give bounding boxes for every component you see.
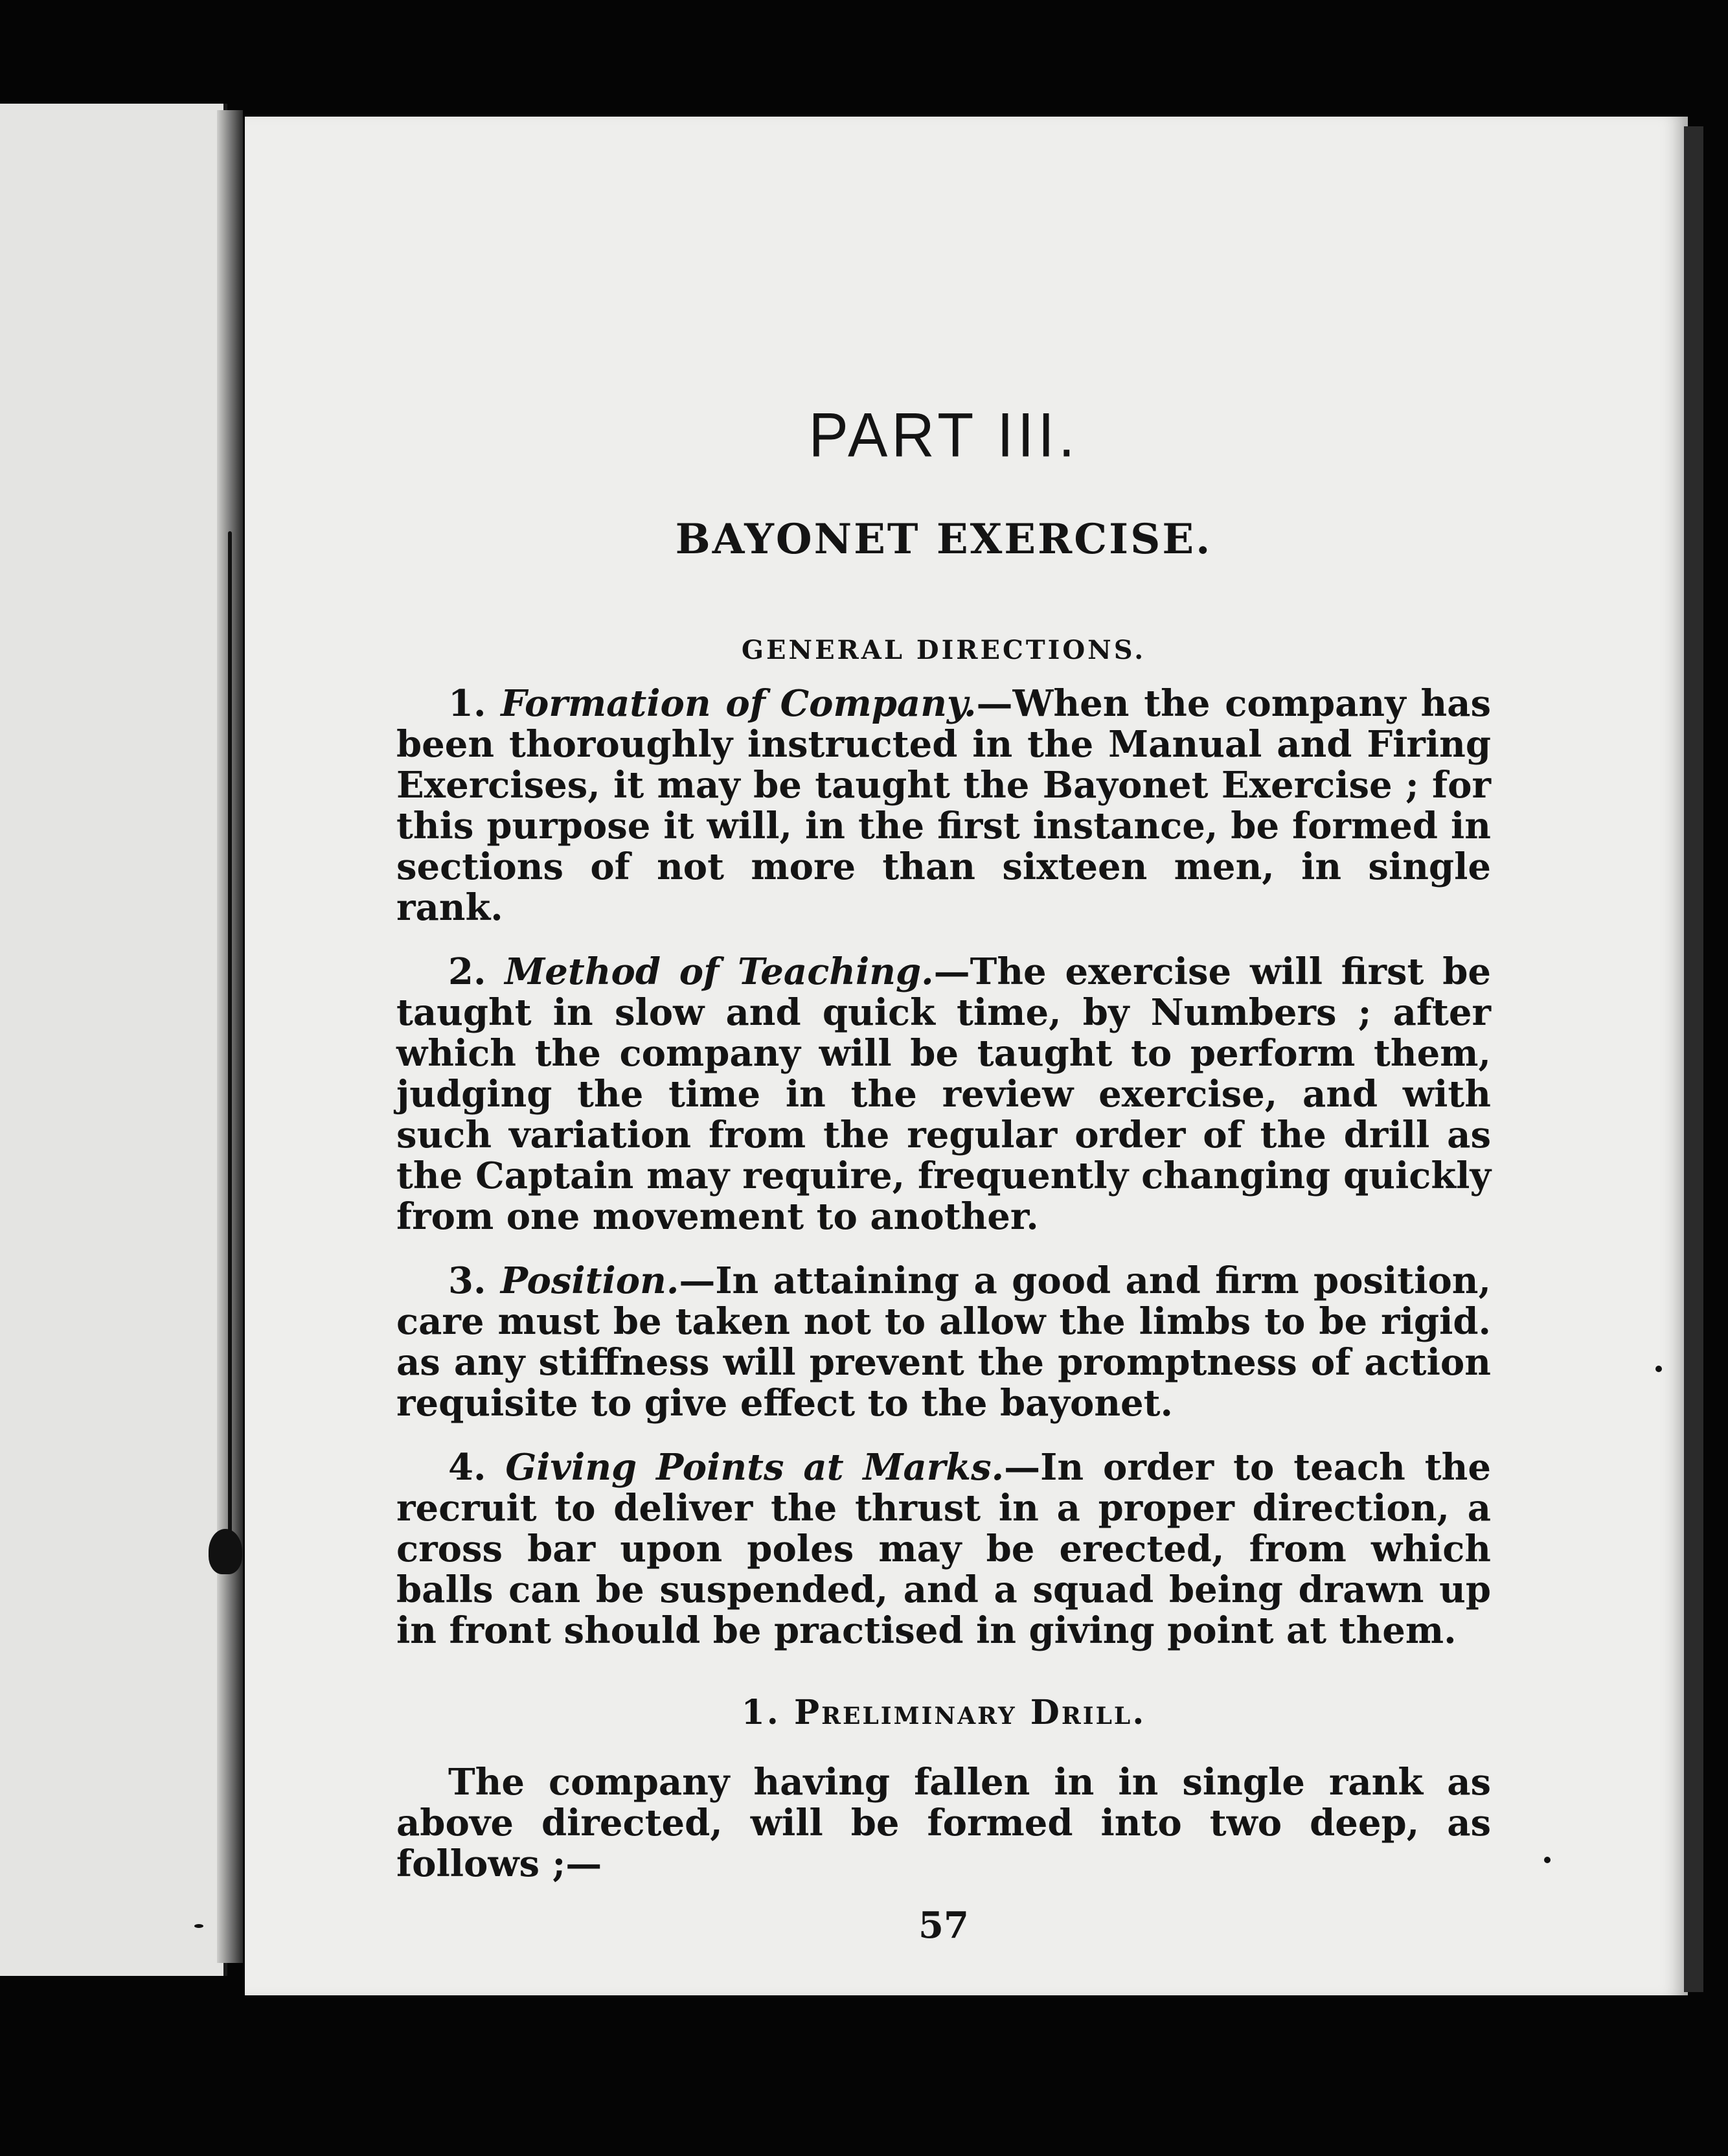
- binding-knot: [209, 1529, 242, 1574]
- print-speck: [194, 1924, 203, 1928]
- part-title: PART III.: [808, 400, 1079, 470]
- drill-paragraph: The company having fallen in in single rank as above directed, will be formed into two deep, as follows ;—: [396, 1761, 1491, 1885]
- print-speck: [1655, 1366, 1662, 1372]
- paragraph-number: 2.: [448, 950, 486, 993]
- paragraph-giving-points-at-marks: [396, 1447, 1491, 1651]
- page-number: 57: [918, 1904, 969, 1947]
- paragraph-heading: Method of Teaching.: [505, 950, 934, 993]
- binding-thread: [228, 531, 232, 1568]
- page-content: [396, 402, 1491, 1947]
- paragraph-number: 3.: [448, 1259, 486, 1302]
- paragraph-text: —In attaining a good and firm position, care must be taken not to allow the limbs to be rigid. as any stiffness will prevent the promptness of action requisite to give effect to the bayonet.: [396, 1259, 1492, 1425]
- paragraph-heading: Giving Points at Marks.: [505, 1446, 1005, 1489]
- facing-page-edge: [0, 104, 227, 1976]
- print-speck: [1544, 1857, 1551, 1863]
- page-edge-shadow: [1684, 126, 1703, 1992]
- section-title: BAYONET EXERCISE.: [675, 515, 1212, 564]
- paragraph-formation-of-company: [396, 683, 1491, 928]
- paragraph-position: [396, 1261, 1491, 1424]
- subsection-title: GENERAL DIRECTIONS.: [741, 635, 1146, 665]
- paragraph-number: 4.: [448, 1446, 486, 1489]
- paragraph-method-of-teaching: [396, 952, 1491, 1237]
- paragraph-heading: Position.: [500, 1259, 679, 1302]
- paragraph-number: 1.: [448, 682, 486, 725]
- drill-title: 1. Preliminary Drill.: [741, 1693, 1146, 1732]
- paragraph-text: —When the company has been thoroughly instructed in the Manual and Firing Exercises, it may be taught the Bayonet Exercise ; for this purpose it will, in the first instance, be formed in sections of not more than sixteen men, in single rank.: [396, 682, 1491, 929]
- paragraph-heading: Formation of Company.: [501, 682, 977, 725]
- paragraph-text: —In order to teach the recruit to deliver the thrust in a proper direction, a cross bar upon poles may be erected, from which balls can be suspended, and a squad being drawn up in front should be practised in giving point at them.: [396, 1446, 1491, 1652]
- paragraph-text: —The exercise will first be taught in slow and quick time, by Numbers ; after which the company will be taught to perform them, judging the time in the review exercise, and with such variation from the regular order of the drill as the Captain may require, frequently changing quickly from one movement to another.: [396, 950, 1491, 1238]
